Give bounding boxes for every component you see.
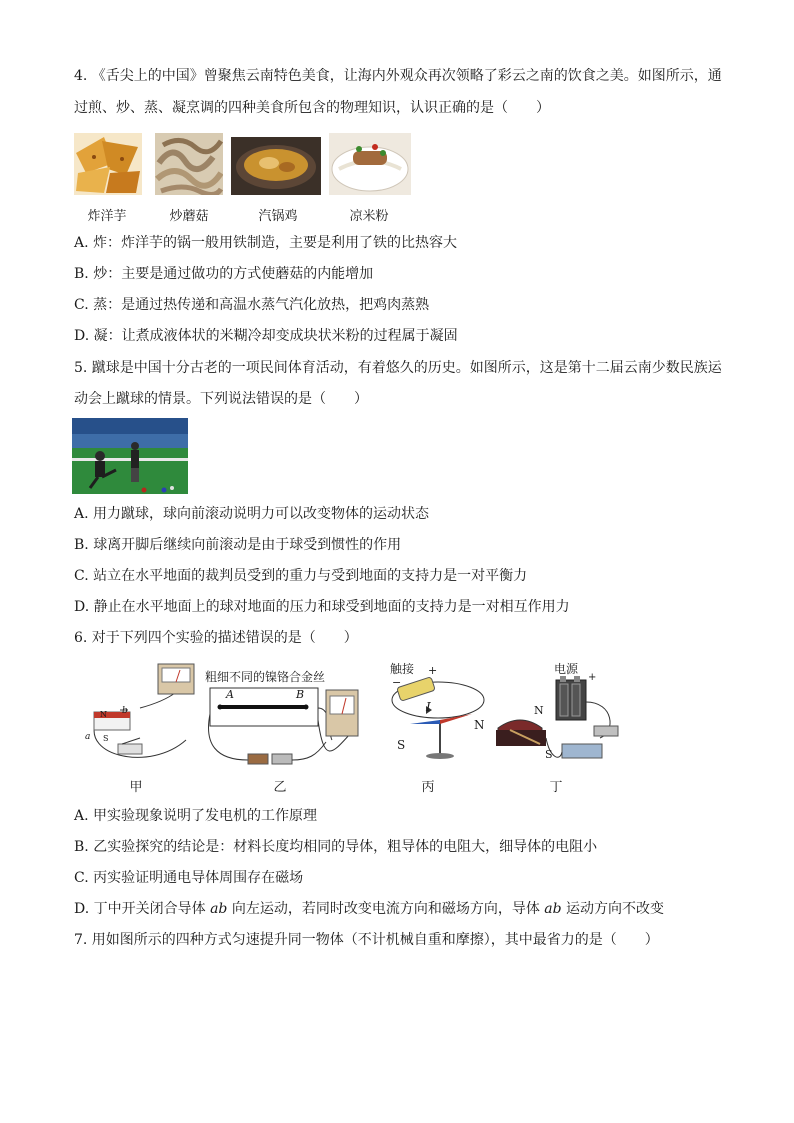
q4-option-a[interactable]: A. 炸：炸洋芋的锅一般用铁制造，主要是利用了铁的比热容大 <box>74 235 458 251</box>
jia-label-s: S <box>103 734 109 743</box>
q6-option-d-post: 运动方向不改变 <box>561 901 665 917</box>
caption-rice-noodle: 凉米粉 <box>349 209 389 224</box>
fried-mushroom-photo <box>155 133 223 195</box>
q4-option-c[interactable]: C. 蒸：是通过热传递和高温水蒸气汽化放热，把鸡肉蒸熟 <box>74 297 430 313</box>
bing-plus: + <box>428 664 438 677</box>
ding-label-s: S <box>545 748 553 761</box>
yi-label-a: A <box>226 688 234 701</box>
steam-pot-chicken-photo <box>231 137 321 195</box>
q6-option-c[interactable]: C. 丙实验证明通电导体周围存在磁场 <box>74 870 304 886</box>
q5-option-b[interactable]: B. 球离开脚后继续向前滚动是由于球受到惯性的作用 <box>74 537 402 553</box>
q6-option-d-pre: D. 丁中开关闭合导体 <box>74 901 211 917</box>
q4-option-b[interactable]: B. 炒：主要是通过做功的方式使蘑菇的内能增加 <box>74 266 374 282</box>
q6-option-d[interactable] <box>74 899 664 919</box>
rice-noodle-photo <box>329 133 411 195</box>
q6-stem: 6. 对于下列四个实验的描述错误的是（ ） <box>74 630 358 646</box>
caption-steam-pot-chicken: 汽锅鸡 <box>258 209 298 224</box>
ding-label-n: N <box>534 704 544 717</box>
bing-label-n: N <box>474 718 485 732</box>
bing-label-i: I <box>426 700 431 714</box>
experiment-jia-diagram <box>80 660 200 770</box>
bing-touch-label: 触接 <box>390 662 415 676</box>
q4-stem-line1: 4. 《舌尖上的中国》曾聚焦云南特色美食，让海内外观众再次领略了彩云之南的饮食之美。如图所示，通 <box>74 68 722 84</box>
jia-label-a: a <box>85 732 91 742</box>
bing-label-s: S <box>397 738 406 752</box>
q5-option-a[interactable]: A. 用力蹴球，球向前滚动说明力可以改变物体的运动状态 <box>74 506 430 522</box>
q6-option-b[interactable]: B. 乙实验探究的结论是：材料长度均相同的导体，粗导体的电阻大，细导体的电阻小 <box>74 839 598 855</box>
q5-stem-line2: 动会上蹴球的情景。下列说法错误的是（ ） <box>74 391 368 407</box>
caption-bing: 丙 <box>421 780 435 795</box>
q5-stem-line1: 5. 蹴球是中国十分古老的一项民间体育活动，有着悠久的历史。如图所示，这是第十二届云南少数民族运 <box>74 360 722 376</box>
ding-power-label: 电源 <box>554 662 579 676</box>
jia-label-n: N <box>100 710 107 719</box>
caption-ding: 丁 <box>549 780 563 795</box>
caption-fried-potato: 炸洋芋 <box>87 209 127 224</box>
bing-minus: − <box>392 676 402 689</box>
ding-plus: + <box>588 672 597 683</box>
caption-yi: 乙 <box>273 780 287 795</box>
experiment-ding-diagram <box>490 672 626 770</box>
q7-stem: 7. 用如图所示的四种方式匀速提升同一物体（不计机械自重和摩擦），其中最省力的是（ ） <box>74 932 659 948</box>
q6-option-d-mid: 向左运动，若同时改变电流方向和磁场方向，导体 <box>227 901 545 917</box>
yi-title: 粗细不同的镍铬合金丝 <box>205 670 326 684</box>
cuqiu-game-photo <box>72 418 188 494</box>
q6-option-a[interactable]: A. 甲实验现象说明了发电机的工作原理 <box>74 808 318 824</box>
q4-option-d[interactable]: D. 凝：让煮成液体状的米糊冷却变成块状米粉的过程属于凝固 <box>74 328 458 344</box>
fried-potato-photo <box>74 133 142 195</box>
q4-stem-line2: 过煎、炒、蒸、凝烹调的四种美食所包含的物理知识，认识正确的是（ ） <box>74 100 550 116</box>
q5-option-c[interactable]: C. 站立在水平地面的裁判员受到的重力与受到地面的支持力是一对平衡力 <box>74 568 528 584</box>
yi-label-b: B <box>296 688 305 701</box>
caption-jia: 甲 <box>129 780 143 795</box>
q5-option-d[interactable]: D. 静止在水平地面上的球对地面的压力和球受到地面的支持力是一对相互作用力 <box>74 599 570 615</box>
jia-label-b: b <box>122 706 128 716</box>
q6-option-d-var1: ab <box>210 901 228 917</box>
q6-option-d-var2: ab <box>544 901 562 917</box>
caption-fried-mushroom: 炒蘑菇 <box>169 209 209 224</box>
